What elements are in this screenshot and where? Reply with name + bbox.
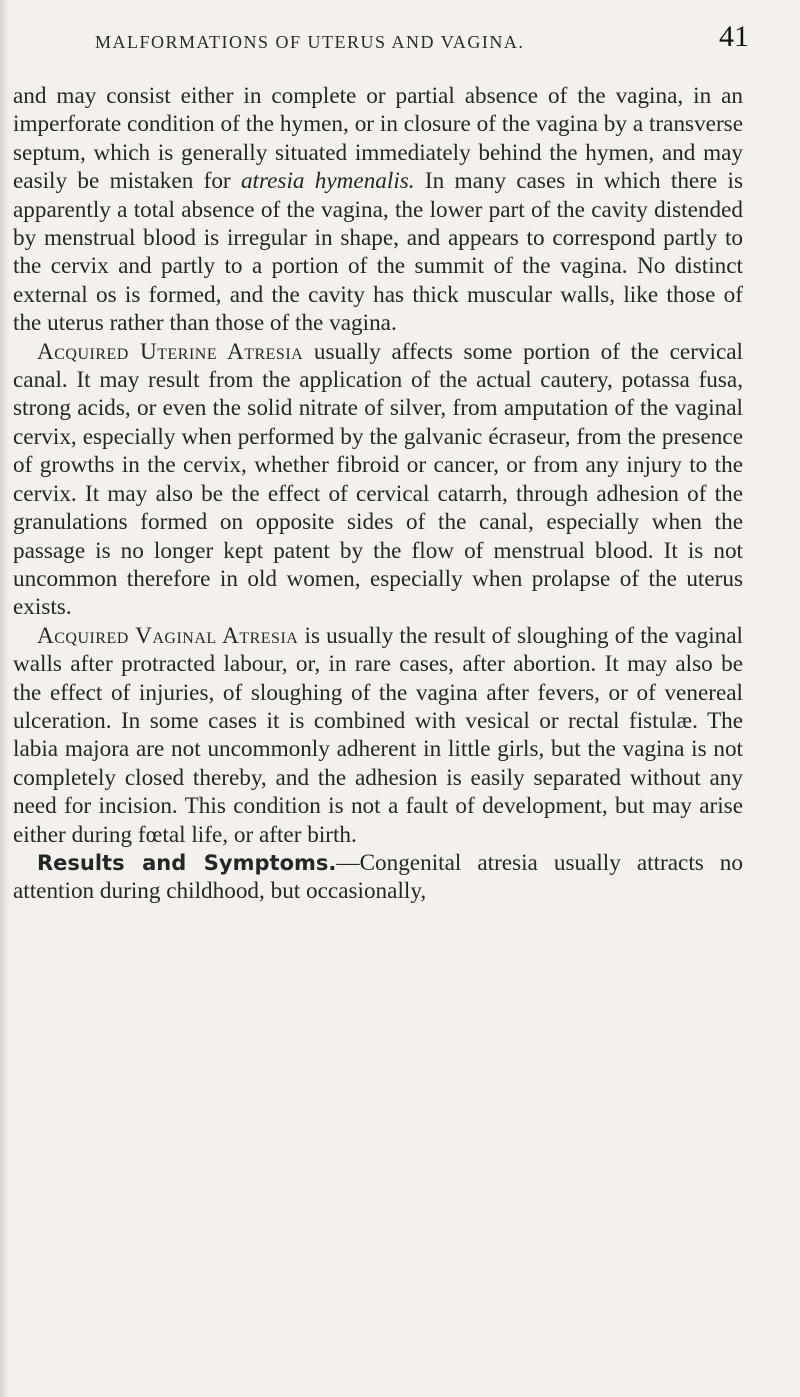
paragraph-1: [13, 82, 743, 338]
paragraph-3-text: is usually the result of sloughing of the vaginal walls after protracted labour, or, in rare cases, after abortion. It may also be the effect of injuries, of sloughing of the vagina after fevers, or of venereal ulceration. In some cases it is combined with vesical or rectal fistulæ. The labia majora are not uncommonly adherent in little girls, but the vagina is not completely closed thereby, and the adhesion is easily separated without any need for incision. This condition is not a fault of development, but may arise either during fœtal life, or after birth.: [13, 622, 743, 848]
paragraph-2: [13, 338, 743, 622]
paragraph-4-text: —Congenital atresia usually attracts no attention during childhood, but occasionally,: [13, 849, 743, 905]
page-number: 41: [719, 20, 749, 53]
body-text: [13, 82, 743, 906]
paragraph-1-text-b: In many cases in which there is apparently a total absence of the vagina, the lower part of the cavity distended by menstrual blood is irregular in shape, and appears to correspond partly to the cervix and partly to a portion of the summit of the vagina. No distinct external os is formed, and the cavity has thick muscular walls, like those of the uterus rather than those of the vagina.: [13, 168, 743, 337]
paragraph-1-italic-term: atresia hymenalis.: [240, 168, 415, 195]
paragraph-4-heading: Results and Symptoms.: [37, 850, 337, 875]
paragraph-2-heading: Acquired Uterine Atresia: [37, 338, 304, 365]
paragraph-1-text-a: and may consist either in complete or partial absence of the vagina, in an imperforate condition of the hymen, or in closure of the vagina by a transverse septum, which is generally situated immediately behind the hymen, and may easily be mistaken for: [13, 83, 743, 195]
running-title: MALFORMATIONS OF UTERUS AND VAGINA.: [95, 32, 525, 52]
paragraph-3: [13, 622, 743, 849]
paragraph-4: [13, 849, 743, 906]
paragraph-3-heading: Acquired Vaginal Atresia: [37, 622, 299, 649]
paragraph-2-text: usually affects some portion of the cervical canal. It may result from the application of the actual cautery, potassa fusa, strong acids, or even the solid nitrate of silver, from amputation of the vaginal cervix, especially when performed by the galvanic écraseur, from the presence of growths in the cervix, whether fibroid or cancer, or from any injury to the cervix. It may also be the effect of cervical catarrh, through adhesion of the granulations formed on opposite sides of the canal, especially when the passage is no longer kept patent by the flow of menstrual blood. It is not uncommon therefore in old women, especially when prolapse of the uterus exists.: [13, 338, 743, 621]
running-head: [95, 20, 749, 60]
gutter-shadow: [0, 0, 10, 1397]
